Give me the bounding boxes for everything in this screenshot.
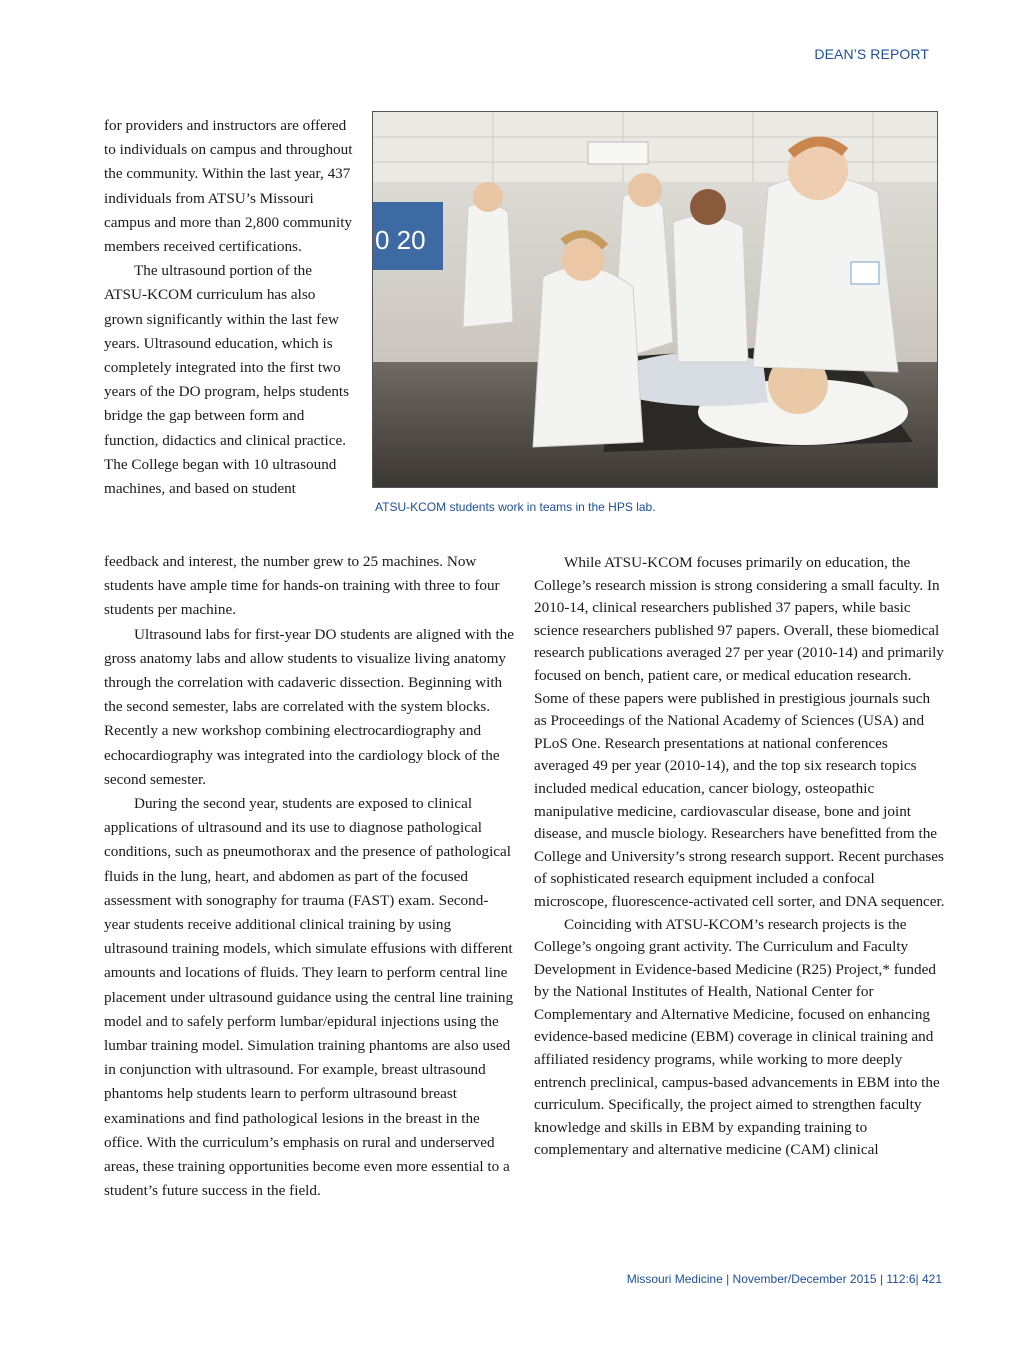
paragraph-second-year: During the second year, students are exposed to clinical applications of ultrasound and its use to diagnose pathological conditions, such as pneumothorax and the presence of pathological fluids in the lung, heart, and abdomen as part of the focused assessment with sonography for trauma (FAST) exam. Second-year students receive additional clinical training by using ultrasound training models, which simulate effusions with different amounts and locations of fluids. They learn to perform central line placement under ultrasound guidance using the central line training model and to safely perform lumbar/epidural injections using the lumbar training model. Simulation training phantoms are also used in conjunction with ultrasound. For example, breast ultrasound phantoms help students learn to perform ultrasound breast examinations and find pathological lesions in the breast in the office. With the curriculum’s emphasis on rural and underserved areas, these training opportunities become even more essential to a student’s future success in the field. [104,795,514,1200]
student-coat-front [533,267,643,447]
paragraph-certifications: for providers and instructors are offered to individuals on campus and throughout the community. Within the last year, 437 individuals from ATSU’s Missouri campus and more than 2,800 community members received certifications. [104,117,353,256]
student-head-center [690,189,726,225]
hps-lab-illustration [373,112,937,487]
photo-caption: ATSU-KCOM students work in teams in the HPS lab. [375,500,656,514]
student-coat-back [463,203,513,327]
section-header: DEAN’S REPORT [814,46,929,62]
paragraph-grant-activity: Coinciding with ATSU-KCOM’s research projects is the College’s ongoing grant activity. The Curriculum and Faculty Development in Evidence-based Medicine (R25) Project,* funded by the National Institutes of Health, National Center for Complementary and Alternative Medicine, focused on enhancing evidence-based medicine (EBM) coverage in clinical training and affiliated residency programs, while working to more deeply entrench preclinical, campus-based advancements in EBM into the curriculum. Specifically, the project aimed to strengthen faculty knowledge and skills in EBM by expanding training to complementary and alternative medicine (CAM) clinical [534,915,940,1159]
id-badge [851,262,879,284]
student-head-left [628,173,662,207]
wall-screen-text: 0 20 [375,225,426,255]
paragraph-research: While ATSU-KCOM focuses primarily on education, the College’s research mission is strong considering a small faculty. In 2010-14, clinical researchers published 37 papers, while basic science researchers published 97 papers. Overall, these biomedical research publications averaged 27 per year (2010-14) and primarily focused on bench, patient care, or medical education research. Some of these papers were published in prestigious journals such as Proceedings of the National Academy of Sciences (USA) and PLoS One. Research presentations at national conferences averaged 49 per year (2010-14), and the top six research topics included medical education, cancer biology, osteopathic manipulative medicine, cardiovascular disease, bone and joint disease, and muscle biology. Researchers have benefitted from the College and University’s strong research support. Recent purchases of sophisticated research equipment included a confocal microscope, fluorescence-activated cell sorter, and DNA sequencer. [534,554,945,910]
right-column [534,552,946,1162]
left-column [104,550,514,1203]
narrow-column [104,114,354,501]
student-head-front [562,239,604,281]
ceiling [373,112,937,182]
student-head-back [473,182,503,212]
paragraph-ultrasound-continued: feedback and interest, the number grew to 25 machines. Now students have ample time for hands-on training with three to four students per machine. [104,553,500,619]
ceiling-light [588,142,648,164]
hps-lab-photo [372,111,938,488]
page-footer: Missouri Medicine | November/December 2015 | 112:6| 421 [626,1272,942,1286]
student-coat-center [673,216,748,362]
paragraph-ultrasound-intro: The ultrasound portion of the ATSU-KCOM curriculum has also grown significantly within the last few years. Ultrasound education, which is completely integrated into the first two years of the DO program, helps students bridge the gap between form and function, didactics and clinical practice. The College began with 10 ultrasound machines, and based on student [104,262,350,498]
paragraph-first-year-labs: Ultrasound labs for first-year DO students are aligned with the gross anatomy labs and allow students to visualize living anatomy through the correlation with cadaveric dissection. Beginning with the second semester, labs are correlated with the system blocks. Recently a new workshop combining electrocardiography and echocardiography was integrated into the cardiology block of the second semester. [104,625,515,788]
